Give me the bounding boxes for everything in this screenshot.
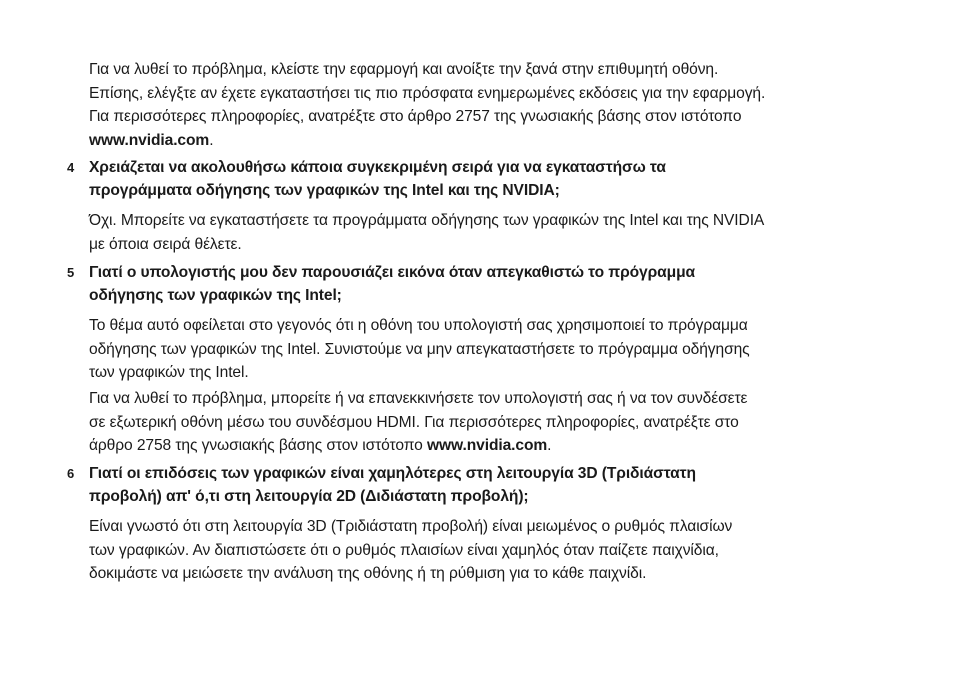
item-6-question: [89, 463, 859, 508]
item-5-answer-2: [89, 387, 859, 458]
intro-link-suffix: .: [209, 131, 214, 149]
item-4-number: 4: [67, 160, 75, 175]
item-4-question: [89, 157, 859, 202]
item-6-question-line-2: προβολή) απ' ό,τι στη λειτουργία 2D (Διδιάστατη προβολή);: [89, 487, 529, 505]
item-4-question-line-2: προγράμματα οδήγησης των γραφικών της Intel και της NVIDIA;: [89, 181, 560, 199]
item-5-number: 5: [67, 265, 75, 280]
intro-line-1: Για να λυθεί το πρόβλημα, κλείστε την εφαρμογή και ανοίξτε την ξανά στην επιθυμητή οθόνη.: [89, 61, 719, 78]
item-6-number: 6: [67, 466, 75, 481]
intro-paragraph: [89, 58, 859, 152]
intro-line-2: Επίσης, ελέγξτε αν έχετε εγκαταστήσει τις πιο πρόσφατα ενημερωμένες εκδόσεις για την εφαρμογή.: [89, 84, 766, 102]
item-5-answer-2-line-3: [89, 434, 859, 458]
item-5-answer-1-line-3: των γραφικών της Intel.: [89, 364, 249, 382]
item-5-answer-2-line-3-text: άρθρο 2758 της γνωσιακής βάσης στον ιστότοπο: [89, 437, 427, 455]
item-4-answer-line-1: Όχι. Μπορείτε να εγκαταστήσετε τα προγράμματα οδήγησης των γραφικών της Intel και της NVIDIA: [89, 212, 765, 229]
item-5-question-line-2: οδήγησης των γραφικών της Intel;: [89, 286, 342, 304]
intro-line-4: [89, 129, 859, 153]
item-6-answer-line-2: των γραφικών. Αν διαπιστώσετε ότι ο ρυθμός πλαισίων είναι χαμηλός όταν παίζετε παιχνίδια,: [89, 541, 719, 559]
nvidia-link[interactable]: www.nvidia.com: [89, 131, 210, 149]
item-4-answer: [89, 209, 859, 256]
item-6-answer-line-1: Είναι γνωστό ότι στη λειτουργία 3D (Τριδιάστατη προβολή) είναι μειωμένος ο ρυθμός πλαισίων: [89, 518, 733, 535]
item-5-answer-1-line-2: οδήγησης των γραφικών της Intel. Συνιστούμε να μην απεγκαταστήσετε το πρόγραμμα οδήγησης: [89, 340, 750, 358]
item-4-question-line-1: Χρειάζεται να ακολουθήσω κάποια συγκεκριμένη σειρά για να εγκαταστήσω τα: [89, 159, 666, 176]
item-5-answer-1-line-1: Το θέμα αυτό οφείλεται στο γεγονός ότι η οθόνη του υπολογιστή σας χρησιμοποιεί το πρόγραμμα: [89, 317, 748, 334]
item-6-question-line-1: Γιατί οι επιδόσεις των γραφικών είναι χαμηλότερες στη λειτουργία 3D (Τριδιάστατη: [89, 465, 696, 482]
item-4-answer-line-2: με όποια σειρά θέλετε.: [89, 235, 242, 253]
item-5-answer-2-suffix: .: [547, 437, 552, 455]
item-5-answer-2-line-1: Για να λυθεί το πρόβλημα, μπορείτε ή να επανεκκινήσετε τον υπολογιστή σας ή να τον συνδέσετε: [89, 390, 748, 407]
item-6-answer-line-3: δοκιμάστε να μειώσετε την ανάλυση της οθόνης ή τη ρύθμιση για το κάθε παιχνίδι.: [89, 565, 647, 583]
item-6-answer: [89, 515, 859, 586]
item-5-question-line-1: Γιατί ο υπολογιστής μου δεν παρουσιάζει εικόνα όταν απεγκαθιστώ το πρόγραμμα: [89, 264, 696, 281]
item-5-answer-2-line-2: σε εξωτερική οθόνη μέσω του συνδέσμου HDMI. Για περισσότερες πληροφορίες, ανατρέξτε στο: [89, 413, 739, 431]
item-5-question: [89, 262, 859, 307]
nvidia-link-2[interactable]: www.nvidia.com: [426, 437, 548, 455]
item-5-answer-1: [89, 314, 859, 385]
intro-line-3: Για περισσότερες πληροφορίες, ανατρέξτε στο άρθρο 2757 της γνωσιακής βάσης στον ιστότοπο: [89, 108, 742, 126]
